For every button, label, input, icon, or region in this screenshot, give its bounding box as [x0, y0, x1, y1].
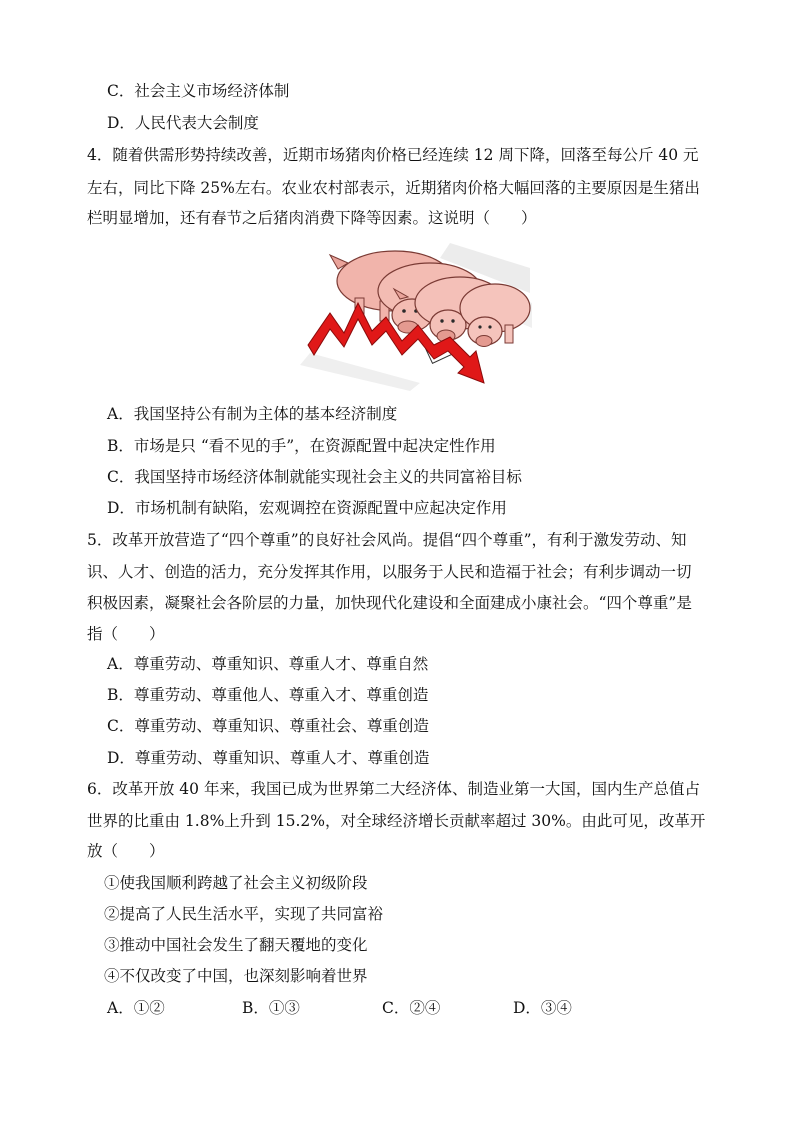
q4-option-b: B．市场是只 “看不见的手”，在资源配置中起决定性作用	[107, 437, 496, 455]
q6-statement-1: ①使我国顺利跨越了社会主义初级阶段	[104, 874, 368, 892]
q5-option-b: B．尊重劳动、尊重他人、尊重入才、尊重创造	[107, 686, 429, 704]
q6-options-row	[0, 998, 794, 1020]
q6-option-a: A．①②	[107, 999, 165, 1017]
q4-option-a: A．我国坚持公有制为主体的基本经济制度	[107, 405, 398, 423]
q6-stem-line-1: 6．改革开放 40 年来，我国已成为世界第二大经济体、制造业第一大国，国内生产总值占	[87, 780, 700, 798]
q6-statement-2: ②提高了人民生活水平，实现了共同富裕	[104, 905, 384, 923]
q4-stem-line-1: 4．随着供需形势持续改善，近期市场猪肉价格已经连续 12 周下降，回落至每公斤 40 元	[87, 146, 699, 164]
pigs-falling-price-arrow-illustration-icon	[300, 233, 535, 391]
q4-stem-line-2: 左右，同比下降 25%左右。农业农村部表示，近期猪肉价格大幅回落的主要原因是生猪出	[87, 179, 700, 197]
q5-option-c: C．尊重劳动、尊重知识、尊重社会、尊重创造	[107, 717, 429, 735]
q4-stem-line-3: 栏明显增加，还有春节之后猪肉消费下降等因素。这说明（ ）	[87, 209, 537, 227]
prev-option-d: D．人民代表大会制度	[107, 114, 259, 132]
prev-option-c: C．社会主义市场经济体制	[107, 82, 290, 100]
q6-option-d: D．③④	[513, 999, 572, 1017]
q6-stem-line-2: 世界的比重由 1.8%上升到 15.2%，对全球经济增长贡献率超过 30%。由此可见，改革开	[87, 812, 706, 830]
q5-option-a: A．尊重劳动、尊重知识、尊重人才、尊重自然	[107, 655, 429, 673]
q6-option-b: B．①③	[242, 999, 300, 1017]
q4-option-d: D．市场机制有缺陷，宏观调控在资源配置中应起决定作用	[107, 499, 507, 517]
q4-option-c: C．我国坚持市场经济体制就能实现社会主义的共同富裕目标	[107, 468, 522, 486]
q6-statement-4: ④不仅改变了中国，也深刻影响着世界	[104, 967, 368, 985]
q5-stem-line-3: 积极因素，凝聚社会各阶层的力量，加快现代化建设和全面建成小康社会。“四个尊重”是	[87, 594, 692, 612]
pigs-falling-price-illustration	[300, 233, 535, 391]
q5-stem-line-1: 5．改革开放营造了“四个尊重”的良好社会风尚。提倡“四个尊重”，有利于激发劳动、知	[87, 531, 687, 549]
q6-statement-3: ③推动中国社会发生了翻天覆地的变化	[104, 936, 368, 954]
q6-option-c: C．②④	[382, 999, 441, 1017]
q5-stem-line-4: 指（ ）	[87, 625, 165, 643]
q6-stem-line-3: 放（ ）	[87, 842, 165, 860]
q5-stem-line-2: 识、人才、创造的活力，充分发挥其作用，以服务于人民和造福于社会；有利步调动一切	[87, 563, 692, 581]
q5-option-d: D．尊重劳动、尊重知识、尊重人才、尊重创造	[107, 749, 430, 767]
